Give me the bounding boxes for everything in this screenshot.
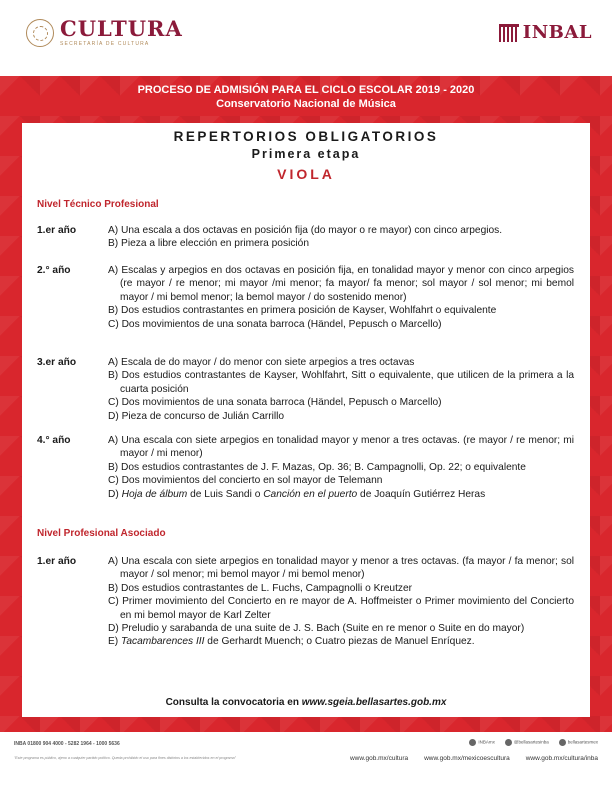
footer-links	[350, 755, 598, 762]
year-label: 3.er año	[37, 357, 77, 368]
work-title: Tacambarences III	[121, 636, 205, 648]
footer-link-cultura[interactable]: www.gob.mx/cultura	[349, 755, 409, 762]
instagram-icon	[559, 739, 566, 746]
year-label: 1.er año	[37, 225, 77, 236]
list-item: A) Escalas y arpegios en dos octavas en posición fija, en tonalidad mayor y menor con cinco arpegios (re mayor / re menor; mi mayor /mi menor; fa mayor/ fa menor; sol mayor / sol menor; mi bemol mayor / mi bemol menor; la bemol mayor / do sostenido menor)	[108, 265, 574, 303]
requirement-list	[108, 555, 574, 649]
list-item: A) Una escala con siete arpegios en tonalidad mayor y menor a tres octavas. (fa mayor / fa menor; sol mayor / sol menor; mi bemol mayor / mi bemol menor)	[108, 556, 574, 581]
cultura-logo-subtitle: SECRETARÍA DE CULTURA	[60, 41, 150, 47]
social-instagram[interactable]	[559, 739, 598, 746]
eagle-seal-icon	[26, 19, 54, 47]
year-label: 4.° año	[37, 435, 71, 446]
list-item: B) Dos estudios contrastantes de J. F. Mazas, Op. 36; B. Campagnolli, Op. 22; o equivalente	[108, 461, 526, 473]
requirement-list	[108, 264, 574, 331]
social-links	[469, 739, 598, 746]
level-title-tecnico: Nivel Técnico Profesional	[37, 199, 159, 210]
twitter-icon	[505, 739, 512, 746]
admission-title	[0, 83, 612, 111]
year-label: 1.er año	[37, 556, 77, 567]
building-icon	[499, 24, 519, 42]
social-handle: INBAmx	[478, 739, 495, 745]
requirement-list	[108, 434, 574, 501]
list-item: B) Dos estudios contrastantes de L. Fuchs, Campagnolli o Kreutzer	[108, 582, 413, 594]
list-item: C) Primer movimiento del Concierto en re mayor de A. Hoffmeister o Primer movimiento del Concierto en mi bemol mayor de Karl Zelter	[108, 596, 574, 621]
convocatoria-note	[0, 697, 612, 708]
title-repertorios: REPERTORIOS OBLIGATORIOS	[173, 129, 439, 144]
list-item: C) Dos movimientos de una sonata barroca (Händel, Pepusch o Marcello)	[108, 397, 442, 409]
work-title: Canción en el puerto	[263, 488, 358, 500]
legal-disclaimer: "Este programa es público, ajeno a cualquier partido político. Queda prohibido el uso para fines distintos a los establecidos en el programa"	[14, 756, 236, 760]
inbal-logo	[499, 22, 592, 43]
requirement-list	[108, 224, 570, 251]
social-handle: bellasartesmex	[567, 739, 598, 745]
cultura-logo	[26, 18, 183, 47]
admission-title-line2: Conservatorio Nacional de Música	[216, 98, 396, 110]
contact-phones: INBA 01800 904 4000 - 5282 1964 - 1000 5636	[14, 741, 120, 747]
item-prefix: D)	[108, 488, 122, 500]
title-instrument: VIOLA	[277, 166, 335, 182]
list-item: A) Escala de do mayor / do menor con siete arpegios a tres octavas	[108, 357, 415, 368]
convocatoria-text: Consulta la convocatoria en	[165, 697, 302, 708]
list-item: A) Una escala a dos octavas en posición fija (do mayor o re mayor) con cinco arpegios.	[108, 225, 503, 236]
level-title-asociado: Nivel Profesional Asociado	[37, 528, 166, 539]
list-item: B) Dos estudios contrastantes en primera posición de Kayser, Wohlfahrt o equivalente	[108, 305, 497, 317]
item-text: de Joaquín Gutiérrez Heras	[357, 488, 486, 500]
social-facebook[interactable]	[469, 739, 495, 746]
list-item	[108, 635, 574, 648]
list-item: B) Pieza a libre elección en primera posición	[108, 238, 310, 250]
item-prefix: E)	[108, 636, 122, 648]
work-title: Hoja de álbum	[121, 488, 188, 500]
list-item: D) Preludio y sarabanda de una suite de J. S. Bach (Suite en re menor o Suite en do mayor)	[108, 623, 525, 635]
item-text: de Luis Sandi o	[187, 488, 264, 500]
document-titles	[0, 128, 612, 184]
footer-link-inba[interactable]: www.gob.mx/cultura/inba	[525, 755, 598, 762]
list-item	[108, 488, 574, 501]
cultura-logo-name: CULTURA	[60, 16, 183, 41]
social-handle: @bellasartesinba	[513, 739, 549, 745]
inbal-logo-name: INBAL	[522, 22, 592, 43]
item-text: de Gerhardt Muench; o Cuatro piezas de Manuel Enríquez.	[204, 636, 475, 648]
admission-title-line1: PROCESO DE ADMISIÓN PARA EL CICLO ESCOLAR 2019 - 2020	[137, 84, 475, 96]
page-header	[0, 0, 612, 76]
year-label: 2.° año	[37, 265, 71, 276]
list-item: C) Dos movimientos del concierto en sol mayor de Telemann	[108, 475, 383, 487]
list-item: A) Una escala con siete arpegios en tonalidad mayor y menor a tres octavas. (re mayor / re menor; mi mayor / mi menor)	[108, 435, 574, 460]
list-item: B) Dos estudios contrastantes de Kayser, Wohlfahrt, Sitt o equivalente, que utilicen de la primera a la cuarta posición	[108, 370, 574, 395]
facebook-icon	[469, 739, 476, 746]
convocatoria-link[interactable]: www.sgeia.bellasartes.gob.mx	[301, 697, 447, 708]
title-etapa: Primera etapa	[251, 147, 361, 161]
footer-link-mexicoescultura[interactable]: www.gob.mx/mexicoescultura	[424, 755, 510, 762]
requirement-list	[108, 356, 574, 423]
list-item: C) Dos movimientos de una sonata barroca (Händel, Pepusch o Marcello)	[108, 318, 442, 330]
social-twitter[interactable]	[505, 739, 549, 746]
list-item: D) Pieza de concurso de Julián Carrillo	[108, 410, 285, 422]
